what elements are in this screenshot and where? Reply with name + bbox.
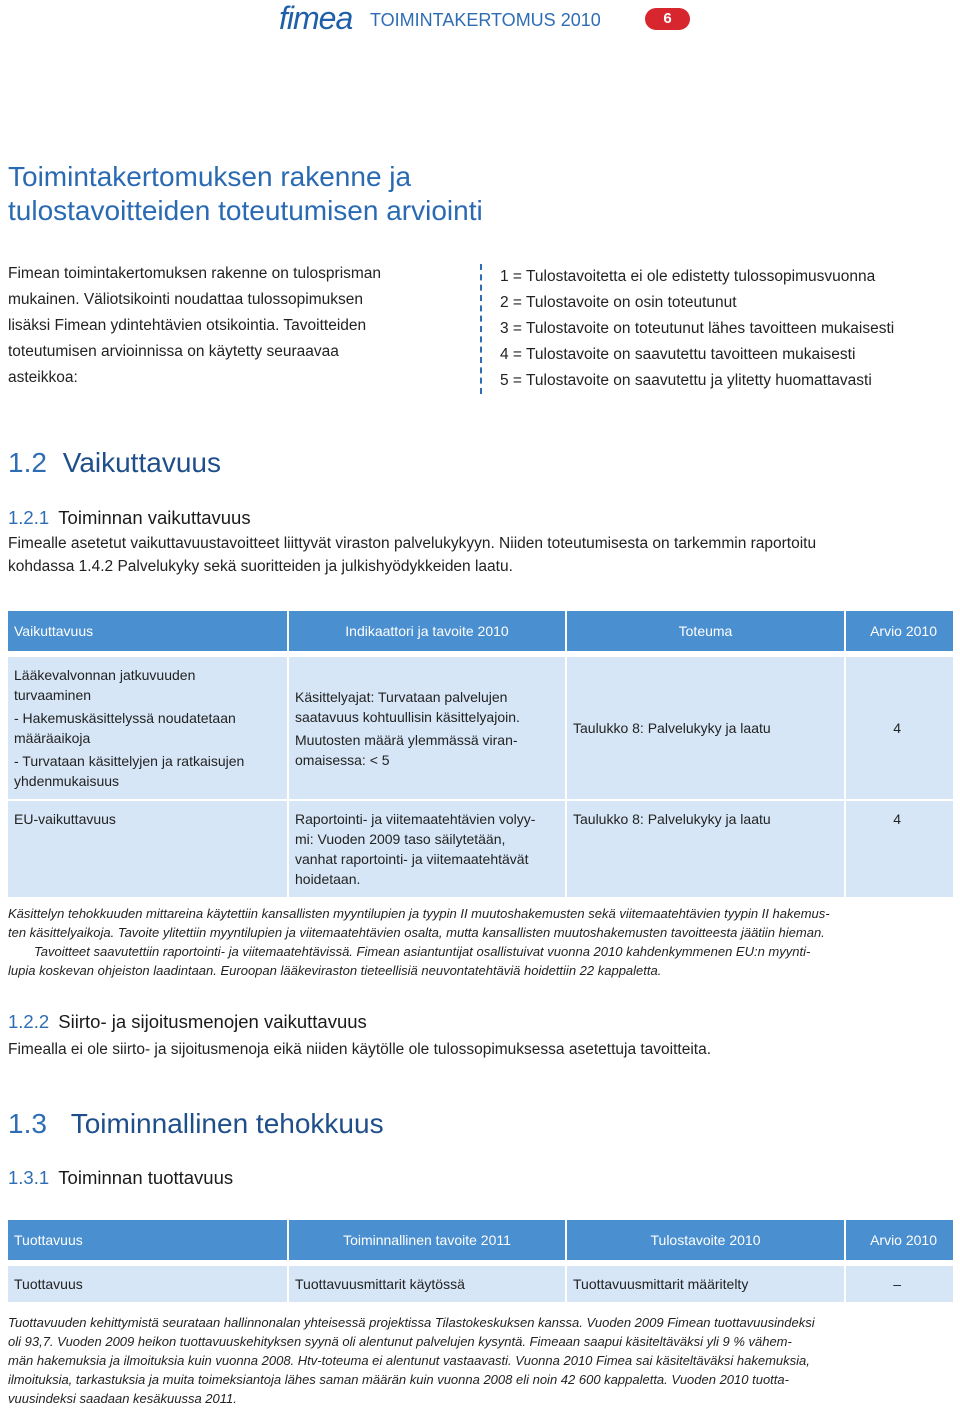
productivity-note [8,1313,953,1408]
column-header: Indikaattori ja tavoite 2010 [288,611,566,651]
text-line: Fimealle asetetut vaikuttavuustavoitteet liittyvät viraston palvelukykyyn. Niiden toteutumisesta on tarkemmin raportoitu [8,535,817,552]
note-line: ten käsittelyaikoja. Tavoite ylitettiin myyntilupien ja viitemaatehtävien osalta, mutta kansallisten muutoshakemusten tavoitteesta jäätiin hieman. [8,925,825,940]
cell-line: - Hakemuskäsittelyssä noudatetaan [14,710,236,726]
note-line: lupia koskevan ohjeiston laadintaan. Euroopan lääkeviraston tieteellisiä neuvontatehtäviä hoidettiin 22 kappaletta. [8,963,662,978]
subsection-number: 1.3.1 [8,1167,50,1188]
table-header-row [8,1220,953,1260]
scale-item: 5 = Tulostavoite on saavutettu ja ylitetty huomattavasti [500,372,872,389]
subsection-number: 1.2.2 [8,1011,50,1032]
table-row [8,800,953,898]
scale-item: 4 = Tulostavoite on saavutettu tavoitteen mukaisesti [500,346,856,363]
intro-line: toteutumisen arvioinnissa on käytetty seuraavaa [8,343,339,360]
note-line: ilmoituksia, tarkastuksia ja muita toimeksiantoja lähes saman määrän kuin vuonna 2008 eli noin 42 600 kappaletta. Vuoden 2010 tuotta- [8,1372,789,1387]
page-number-badge: 6 [645,8,690,30]
subsection-heading-1-2-1 [8,506,251,530]
cell-line: Käsittelyajat: Turvataan palvelujen [295,688,508,705]
subsection-title: Siirto- ja sijoitusmenojen vaikuttavuus [58,1011,367,1032]
note-line: Tuottavuuden kehittymistä seurataan hallinnonalan yhteisessä projektissa Tilastokeskuksen kanssa. Vuoden 2009 Fimean tuottavuusindeksi [8,1315,815,1330]
subsection-text: Fimealla ei ole siirto- ja sijoitusmenoja eikä niiden käytölle ole tulossopimuksessa asetettuja tavoitteita. [8,1041,712,1058]
page-title-line: Toimintakertomuksen rakenne ja [8,161,412,192]
cell-line: hoidetaan. [295,871,361,887]
cell-line: saatavuus kohtuullisin käsittelyajoin. [295,708,520,725]
table-cell: 4 [845,800,953,898]
note-line: Tavoitteet saavutettiin raportointi- ja viitemaatehtävissä. Fimean asiantuntijat osallistuivat vuonna 2010 kahdenkymmenen EU:n myynti- [34,944,811,959]
subsection-title: Toiminnan tuottavuus [58,1167,234,1188]
cell-line: turvaaminen [14,687,92,703]
productivity-table [8,1220,953,1304]
column-header: Toteuma [566,611,845,651]
table-cell: 4 [845,657,953,800]
column-header: Tulostavoite 2010 [566,1220,845,1260]
table-row [8,1266,953,1303]
subsection-text [8,532,956,578]
scale-item: 3 = Tulostavoite on toteutunut lähes tavoitteen mukaisesti [500,320,895,337]
intro-paragraph [8,261,458,391]
table-cell: – [845,1266,953,1303]
document-title: TOIMINTAKERTOMUS 2010 [370,10,601,30]
note-line: oli 93,7. Vuoden 2009 heikon tuottavuuskehityksen syynä oli alentunut palvelujen kysyntä. Fimeaan saapui käsiteltäväksi yli 9 % vähem- [8,1334,792,1349]
section-heading-1-3 [8,1108,384,1140]
column-header: Arvio 2010 [845,611,953,651]
table-cell: Tuottavuus [8,1266,288,1303]
table-cell: EU-vaikuttavuus [8,800,288,898]
page-title-line: tulostavoitteiden toteutumisen arviointi [8,195,483,226]
section-title: Vaikuttavuus [62,447,221,478]
section-number: 1.2 [8,447,47,478]
table-cell: Tuottavuusmittarit määritelty [566,1266,845,1303]
table-header-row [8,611,953,651]
cell-line: vanhat raportointi- ja viitemaatehtävät [295,851,529,867]
table-cell [288,657,566,800]
table-row [8,657,953,800]
impact-note [8,904,953,980]
section-heading-1-2 [8,447,221,479]
subsection-heading-1-2-2 [8,1010,367,1034]
intro-line: Fimean toimintakertomuksen rakenne on tulosprisman [8,265,382,282]
column-header: Vaikuttavuus [8,611,288,651]
page-title [8,160,708,228]
cell-line: yhdenmukaisuus [14,773,120,789]
column-header: Toiminnallinen tavoite 2011 [288,1220,566,1260]
table-cell [288,800,566,898]
cell-line: Raportointi- ja viitemaatehtävien volyy- [295,811,536,827]
rating-scale [480,264,960,394]
note-line: män hakemuksia ja ilmoituksia kuin vuonna 2008. Htv-toteuma ei alentunut vastaavasti. Vuonna 2010 Fimea sai käsiteltäväksi hakemuksia, [8,1353,810,1368]
impact-table [8,611,953,899]
table-cell [8,657,288,800]
note-line: Käsittelyn tehokkuuden mittareina käytettiin kansallisten myyntilupien ja tyypin II muutoshakemusten sekä viitemaatehtävien tyypin II hakemus- [8,906,830,921]
cell-line: - Turvataan käsittelyjen ja ratkaisujen [14,753,245,769]
column-header: Arvio 2010 [845,1220,953,1260]
note-line: vuusindeksi saadaan kesäkuussa 2011. [8,1391,237,1406]
cell-line: omaisessa: < 5 [295,751,390,768]
cell-line: Lääkevalvonnan jatkuvuuden [14,667,196,683]
column-header: Tuottavuus [8,1220,288,1260]
text-line: kohdassa 1.4.2 Palvelukyky sekä suoritteiden ja julkishyödykkeiden laatu. [8,558,513,575]
subsection-number: 1.2.1 [8,507,50,528]
intro-line: lisäksi Fimean ydintehtävien otsikointia. Tavoitteiden [8,317,367,334]
subsection-title: Toiminnan vaikuttavuus [58,507,251,528]
section-title: Toiminnallinen tehokkuus [70,1108,384,1139]
table-cell: Taulukko 8: Palvelukyky ja laatu [566,657,845,800]
intro-line: mukainen. Väliotsikointi noudattaa tulossopimuksen [8,291,363,308]
cell-line: mi: Vuoden 2009 taso säilytetään, [295,831,506,847]
scale-item: 2 = Tulostavoite on osin toteutunut [500,294,737,311]
intro-line: asteikkoa: [8,369,78,386]
table-cell: Taulukko 8: Palvelukyky ja laatu [566,800,845,898]
table-cell: Tuottavuusmittarit käytössä [288,1266,566,1303]
fimea-logo: fimea [279,0,353,36]
section-number: 1.3 [8,1108,47,1139]
subsection-heading-1-3-1 [8,1166,233,1190]
cell-line: Muutosten määrä ylemmässä viran- [295,731,518,748]
cell-line: määräaikoja [14,730,91,746]
scale-item: 1 = Tulostavoitetta ei ole edistetty tulossopimusvuonna [500,268,876,285]
